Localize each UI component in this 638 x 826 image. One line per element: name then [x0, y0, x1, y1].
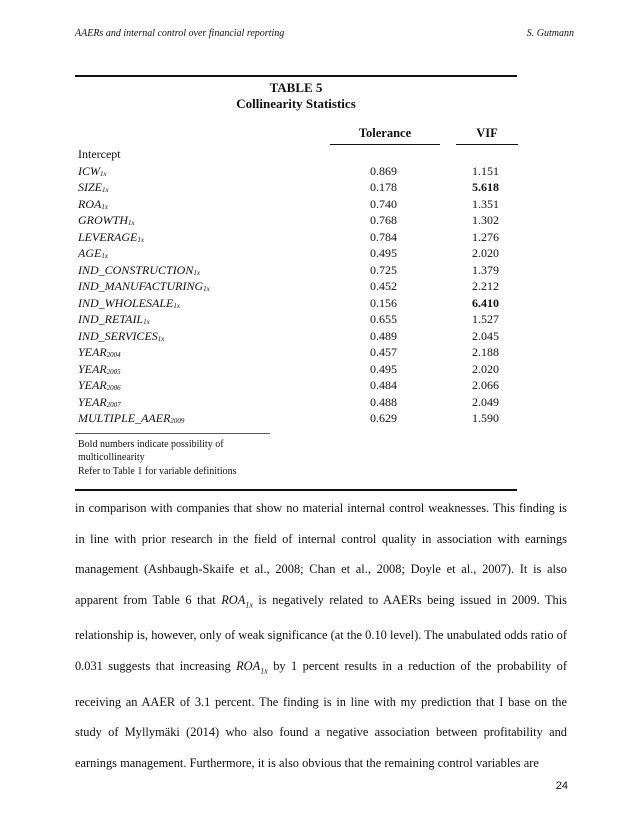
tolerance-value: 0.655: [370, 312, 397, 326]
tolerance-value: 0.495: [370, 246, 397, 260]
vif-value: 1.302: [472, 213, 499, 227]
variable-name: $SIZE_{1x}$: [78, 180, 109, 194]
footnote-rule: [75, 433, 270, 434]
variable-name: $IND\_CONSTRUCTION_{1x}$: [78, 262, 200, 277]
variable-name: $ICW_{1x}$: [78, 163, 107, 178]
vif-value: 1.379: [472, 262, 499, 277]
vif-value: 1.590: [472, 411, 499, 425]
tolerance-value: 0.156: [370, 295, 397, 310]
variable-name: $YEAR_{2006}$: [78, 378, 121, 392]
table-row: [75, 262, 517, 279]
body-text-part-1: in comparison with companies that show no material internal control weaknesses. This finding is in line with prior research in the field of internal control quality in association with earnings management (Ashbaugh-Skaife et al., 2008; Chan et al., 2008; Doyle et al., 2007). It is also apparent from Table 6 that: [75, 501, 567, 607]
variable-name: $LEVERAGE_{1x}$: [78, 229, 144, 244]
vif-value: 6.410: [472, 295, 499, 310]
table-row: [75, 344, 517, 361]
table-row: [75, 163, 517, 180]
tolerance-value: 0.740: [370, 196, 397, 211]
tolerance-value: 0.725: [370, 262, 397, 277]
table-row: [75, 196, 517, 213]
table-row: [75, 311, 517, 328]
roa-term: $ROA_{1x}$: [221, 592, 253, 609]
table-subtitle: Collinearity Statistics: [236, 96, 356, 111]
table-row: [75, 377, 517, 394]
tolerance-value: 0.488: [370, 394, 397, 409]
variable-name: $YEAR_{2007}$: [78, 394, 121, 409]
tolerance-value: 0.489: [370, 328, 397, 343]
column-header-vif: VIF: [456, 126, 518, 145]
table-row: [75, 295, 517, 312]
variable-name: $AGE_{1x}$: [78, 246, 108, 260]
vif-value: 2.020: [472, 361, 499, 376]
table-note-definitions: Refer to Table 1 for variable definitions: [78, 466, 237, 477]
tolerance-value: 0.495: [370, 361, 397, 376]
vif-value: 1.351: [472, 196, 499, 211]
variable-name: $YEAR_{2005}$: [78, 361, 121, 376]
table-body: [75, 146, 517, 427]
table-row: [75, 361, 517, 378]
tolerance-value: 0.629: [370, 411, 397, 425]
vif-value: 5.618: [472, 180, 499, 194]
table-row: [75, 212, 517, 229]
column-header-tolerance: Tolerance: [330, 126, 440, 145]
table-row: [75, 245, 517, 262]
vif-value: 2.066: [472, 378, 499, 392]
tolerance-value: 0.457: [370, 345, 397, 359]
variable-name: $YEAR_{2004}$: [78, 345, 121, 359]
table-row: [75, 328, 517, 345]
vif-value: 2.212: [472, 279, 499, 293]
variable-name: $GROWTH_{1x}$: [78, 213, 135, 227]
tolerance-value: 0.178: [370, 180, 397, 194]
table-top-rule: [75, 75, 517, 77]
table-note-bold: Bold numbers indicate possibility of multicollinearity: [78, 439, 224, 463]
table-row: [75, 229, 517, 246]
table-row: [75, 410, 517, 427]
variable-name: $IND\_SERVICES_{1x}$: [78, 328, 165, 343]
table-title: TABLE 5: [269, 80, 323, 95]
vif-value: 2.049: [472, 394, 499, 409]
variable-name: Intercept: [78, 147, 121, 161]
table-row: [75, 394, 517, 411]
running-header-author: S. Gutmann: [526, 28, 574, 39]
tolerance-value: 0.869: [370, 163, 397, 178]
tolerance-value: 0.784: [370, 229, 397, 244]
running-header-title: AAERs and internal control over financial reporting: [75, 28, 285, 39]
table-bottom-rule: [75, 489, 517, 491]
variable-name: $IND\_RETAIL_{1x}$: [78, 312, 150, 326]
table-row: [75, 179, 517, 196]
tolerance-value: 0.768: [370, 213, 397, 227]
variable-name: $ROA_{1x}$: [78, 196, 108, 211]
variable-name: $IND\_MANUFACTURING_{1x}$: [78, 279, 210, 293]
page-number: 24: [555, 780, 568, 792]
tolerance-value: 0.484: [370, 378, 397, 392]
vif-value: 1.151: [472, 163, 499, 178]
vif-value: 1.527: [472, 312, 499, 326]
body-text-part-2: is negatively related to AAERs being issued in 2009. This relationship is, however, only of weak significance (at the 0.10 level). The unabulated odds ratio of 0.031 suggests that increasing: [75, 592, 567, 673]
vif-value: 2.020: [472, 246, 499, 260]
variable-name: $IND\_WHOLESALE_{1x}$: [78, 295, 180, 310]
table-row: [75, 278, 517, 295]
vif-value: 2.188: [472, 345, 499, 359]
table-row: [75, 146, 517, 163]
roa-term: $ROA_{1x}$: [236, 658, 268, 676]
variable-name: $MULTIPLE\_AAER_{2009}$: [78, 411, 185, 425]
vif-value: 1.276: [472, 229, 499, 244]
vif-value: 2.045: [472, 328, 499, 343]
tolerance-value: 0.452: [370, 279, 397, 293]
body-text-part-3: by 1 percent results in a reduction of the probability of receiving an AAER of 3.1 percent. The finding is in line with my prediction that I base on the study of Myllymäki (2014) who also found a negative association between profitability and earnings management. Furthermore, it is also obvious that the remaining control variables are: [75, 658, 567, 770]
body-paragraph: [75, 493, 567, 778]
